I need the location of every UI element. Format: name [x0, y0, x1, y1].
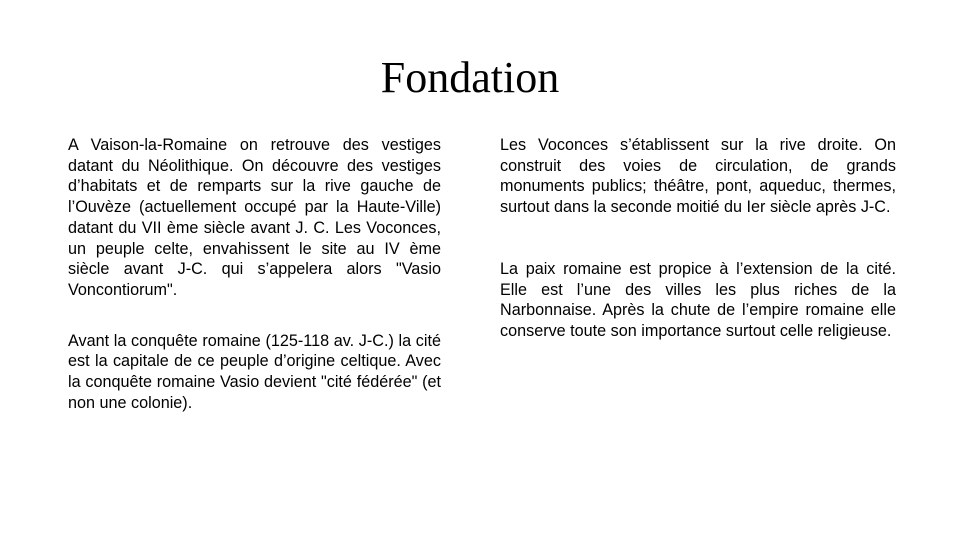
left-text-column [68, 135, 441, 413]
left-paragraph-roman-conquest: Avant la conquête romaine (125-118 av. J-C.) la cité est la capitale de ce peuple d’origine celtique. Avec la conquête romaine Vasio devient "cité fédérée" (et non une colonie). [68, 331, 441, 412]
left-paragraph-neolithic: A Vaison-la-Romaine on retrouve des vestiges datant du Néolithique. On découvre des vestiges d’habitats et de remparts sur la rive gauche de l’Ouvèze (actuellement occupé par la Haute-Ville) datant du VII ème siècle avant J. C. Les Voconces, un peuple celte, envahissent le site au IV ème siècle avant J-C. qui s’appelera alors "Vasio Voncontiorum". [68, 136, 441, 299]
right-paragraph-roman-peace: La paix romaine est propice à l’extension de la cité. Elle est l’une des villes les plus riches de la Narbonnaise. Après la chute de l’empire romaine elle conserve toute son importance surtout celle religieuse. [500, 259, 896, 340]
slide-title: Fondation [380, 53, 560, 102]
right-paragraph-voconces: Les Voconces s’établissent sur la rive droite. On construit des voies de circulation, de grands monuments publics; théâtre, pont, aqueduc, thermes, surtout dans la seconde moitié du Ier siècle après J-C. [500, 136, 896, 217]
right-text-column [500, 135, 896, 342]
